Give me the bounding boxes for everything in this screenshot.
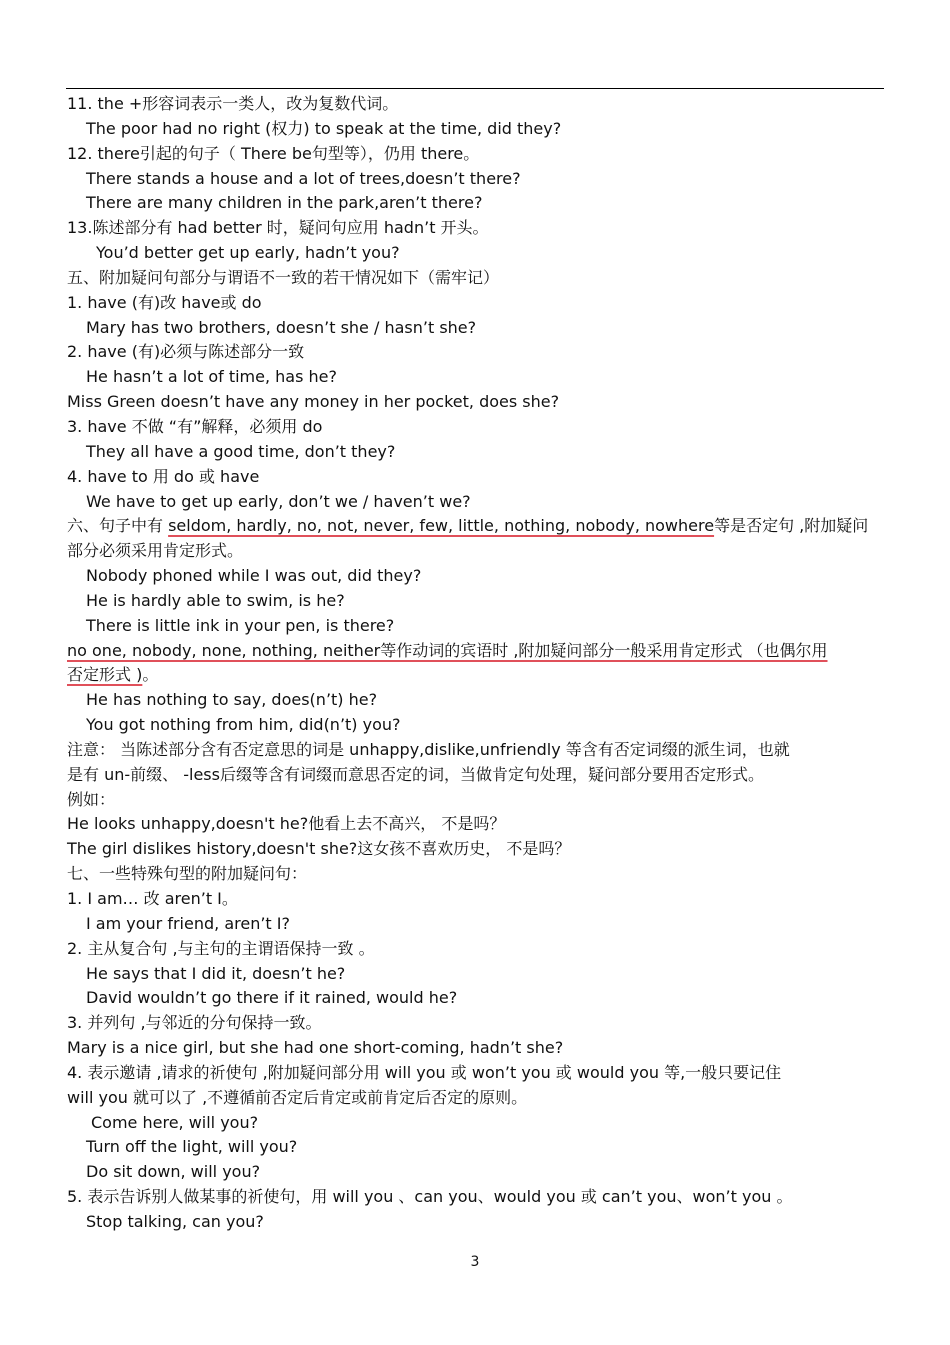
text-line: 12. there引起的句子（ There be句型等），仍用 there。 [67, 143, 480, 163]
example-line: Come here, will you? [91, 1112, 259, 1132]
example-line: The poor had no right (权力) to speak at the time, did they? [86, 118, 562, 138]
underlined-words: seldom, hardly, no, not, never, few, little, nothing, nobody, nowhere [168, 516, 715, 536]
text-line: 4. have to 用 do 或 have [67, 466, 260, 486]
text-line: 5. 表示告诉别人做某事的祈使句，用 will you 、can you、would you 或 can’t you、won’t you 。 [67, 1187, 793, 1207]
text-line: will you 就可以了 ,不遵循前否定后肯定或前肯定后否定的原则。 [67, 1087, 528, 1107]
example-line: David wouldn’t go there if it rained, would he? [86, 988, 458, 1008]
example-line: Turn off the light, will you? [86, 1137, 298, 1157]
example-line: There are many children in the park,aren’t there? [86, 193, 483, 213]
example-line: Mary has two brothers, doesn’t she / hasn’t she? [86, 317, 477, 337]
example-line: They all have a good time, don’t they? [86, 441, 396, 461]
example-line: He has nothing to say, does(n’t) he? [86, 690, 378, 710]
heading-suffix: 等是否定句 ,附加疑问 [714, 516, 869, 536]
text-line: 1. I am… 改 aren’t I。 [67, 889, 238, 908]
text-line: 例如： [67, 789, 116, 809]
note-line: 是有 un-前缀、 -less后缀等含有词缀而意思否定的词，当做肯定句处理，疑问部分要用否定形式。 [67, 764, 764, 784]
example-line: Nobody phoned while I was out, did they? [86, 566, 422, 586]
period: 。 [142, 665, 159, 685]
example-line: The girl dislikes history,doesn't she?这女孩不喜欢历史， 不是吗？ [67, 839, 571, 859]
text-line: 4. 表示邀请 ,请求的祈使句 ,附加疑问部分用 will you 或 won’t you 或 would you 等,一般只要记住 [67, 1062, 782, 1082]
text-line: 1. have (有)改 have或 do [67, 292, 262, 312]
text-line: 部分必须采用肯定形式。 [67, 541, 244, 561]
text-line: 11. the +形容词表示一类人，改为复数代词。 [67, 94, 399, 113]
text-line: 3. 并列句 ,与邻近的分句保持一致。 [67, 1013, 322, 1033]
section-heading [67, 514, 882, 539]
note-line: 注意： 当陈述部分含有否定意思的词是 unhappy,dislike,unfriendly 等含有否定词缀的派生词，也就 [67, 739, 790, 759]
text-line: 13.陈述部分有 had better 时，疑问句应用 hadn’t 开头。 [67, 218, 489, 238]
example-line: Do sit down, will you? [86, 1162, 261, 1182]
text-line: 3. have 不做 “有”解释，必须用 do [67, 416, 323, 436]
underlined-text: 否定形式 ) [67, 665, 143, 685]
example-line: Mary is a nice girl, but she had one short-coming, hadn’t she? [67, 1038, 564, 1058]
example-line: I am your friend, aren’t I? [86, 913, 290, 933]
text-line: 2. have (有)必须与陈述部分一致 [67, 342, 305, 362]
example-line: He hasn’t a lot of time, has he? [86, 367, 337, 387]
underlined-rule-line: no one, nobody, none, nothing, neither等作动词的宾语时 ,附加疑问部分一般采用肯定形式 （也偶尔用 [67, 640, 828, 660]
page-content [67, 92, 882, 1235]
text-line: 2. 主从复合句 ,与主句的主谓语保持一致 。 [67, 938, 375, 958]
text-line [67, 663, 882, 688]
example-line: You got nothing from him, did(n’t) you? [86, 715, 401, 735]
page-number: 3 [470, 1254, 480, 1270]
example-line: He looks unhappy,doesn't he?他看上去不高兴， 不是吗？ [67, 814, 506, 834]
section-heading: 七、一些特殊句型的附加疑问句： [67, 864, 308, 884]
section-heading: 五、附加疑问句部分与谓语不一致的若干情况如下（需牢记） [67, 267, 500, 287]
header-rule [66, 88, 884, 89]
heading-prefix: 六、句子中有 [67, 516, 169, 536]
example-line: There stands a house and a lot of trees,doesn’t there? [86, 168, 521, 188]
example-line: He is hardly able to swim, is he? [86, 590, 345, 610]
example-line: We have to get up early, don’t we / haven’t we? [86, 491, 471, 511]
example-line: He says that I did it, doesn’t he? [86, 963, 346, 983]
example-line: There is little ink in your pen, is there? [86, 615, 395, 635]
example-line: Miss Green doesn’t have any money in her pocket, does she? [67, 392, 560, 412]
example-line: You’d better get up early, hadn’t you? [96, 243, 400, 263]
example-line: Stop talking, can you? [86, 1211, 264, 1231]
